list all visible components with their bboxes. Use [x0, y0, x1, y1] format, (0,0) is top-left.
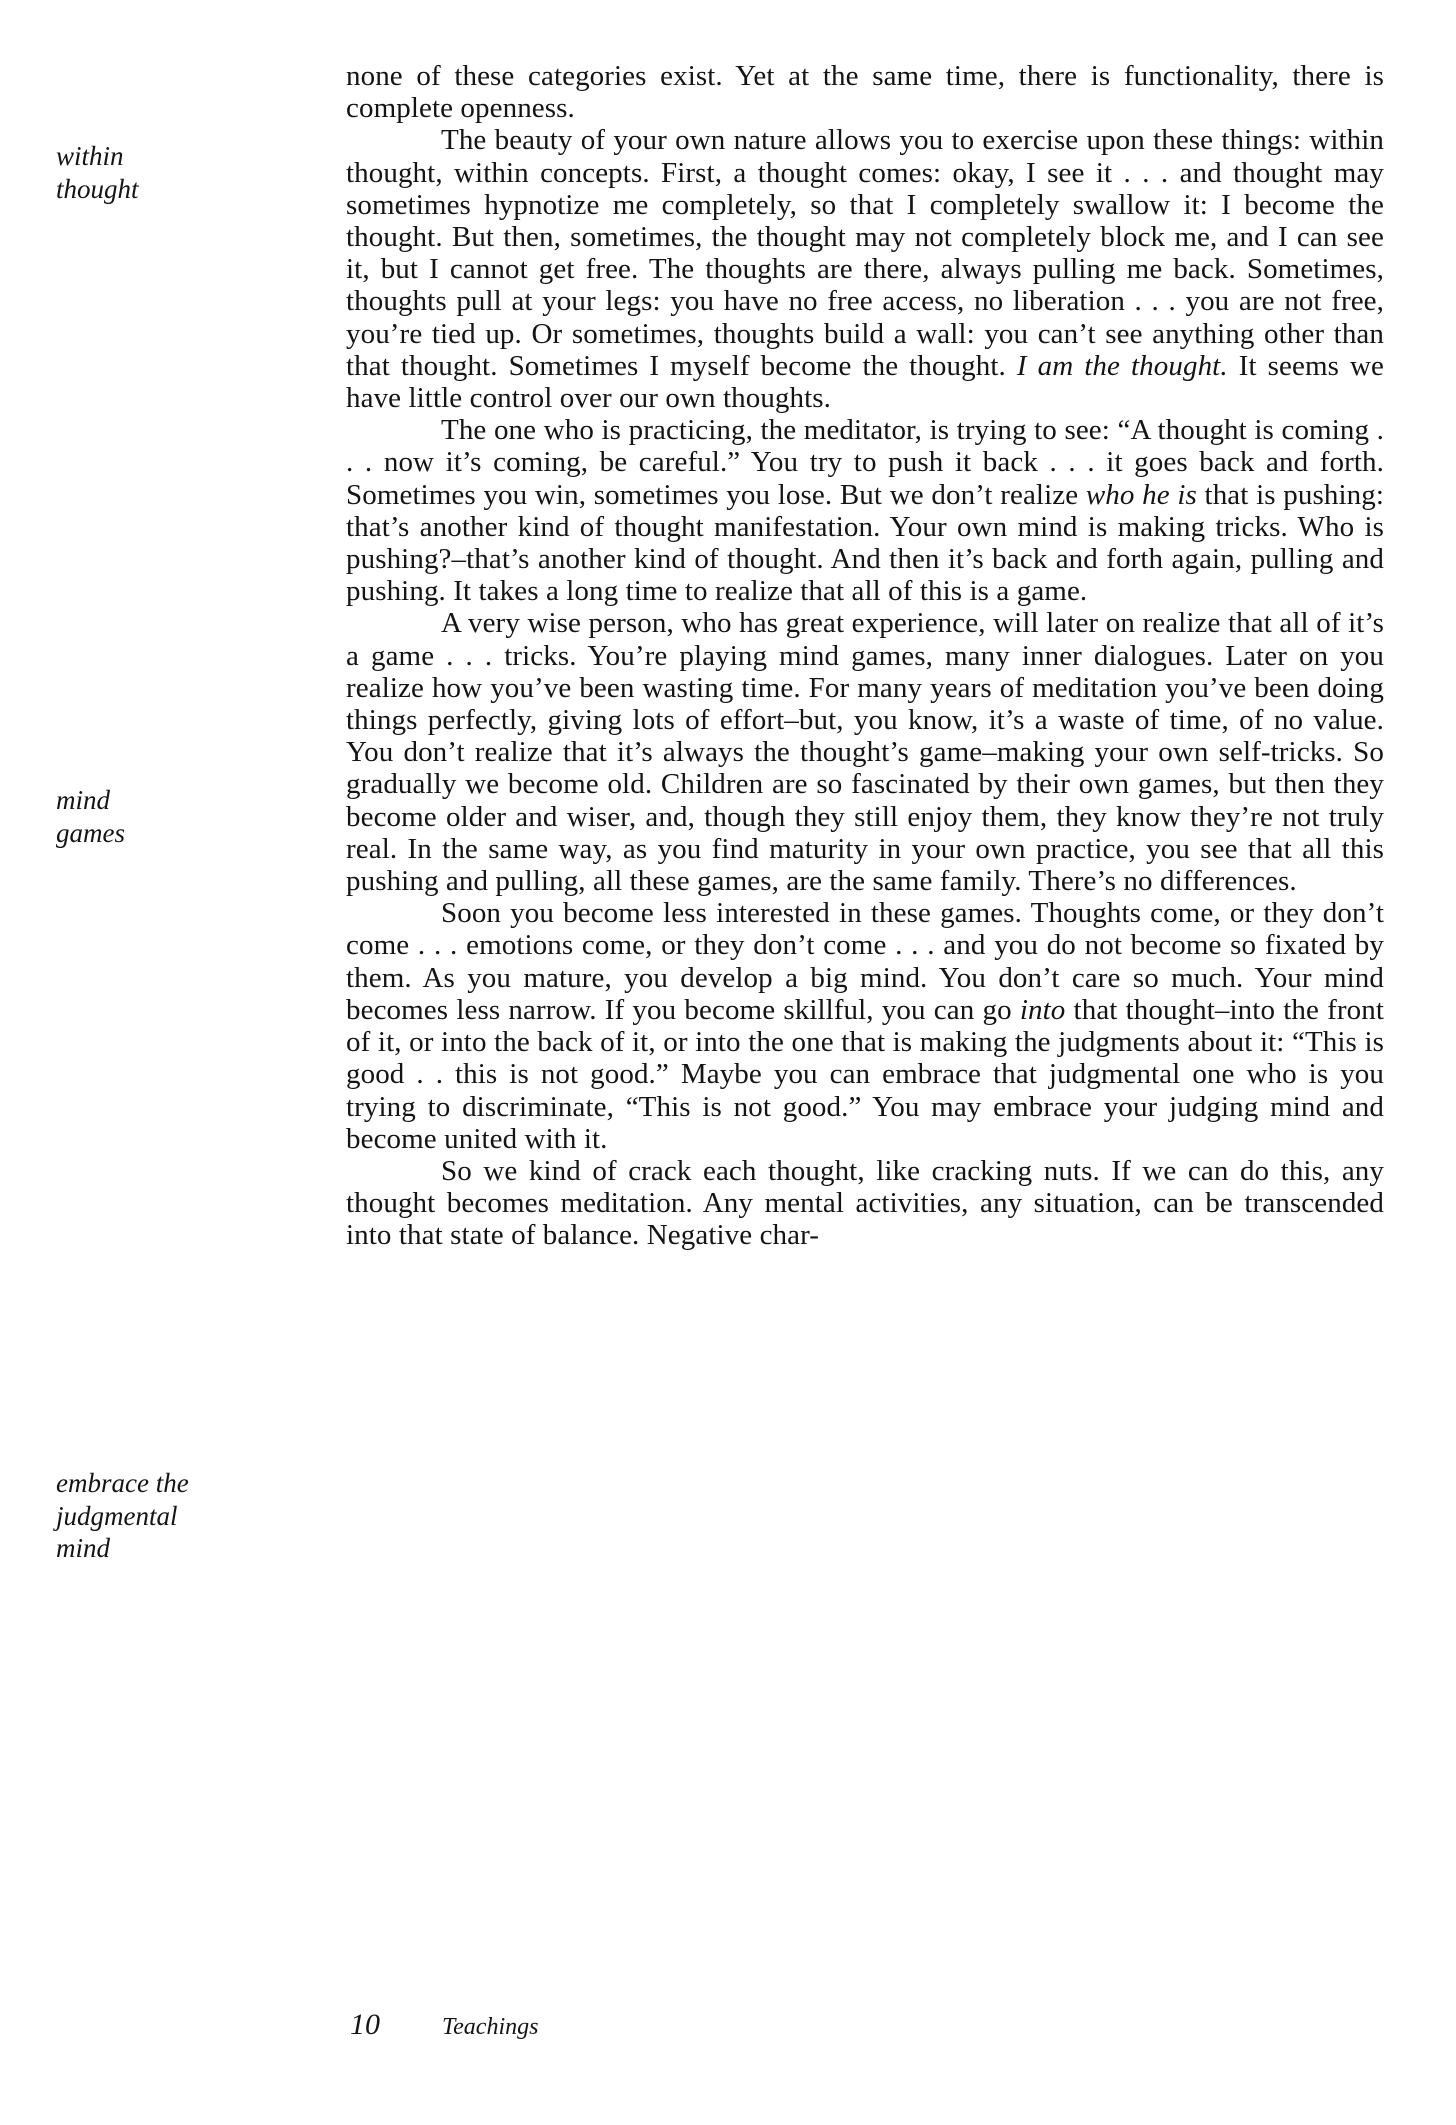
paragraph [346, 414, 1384, 607]
text-run: none of these categories exist. Yet at the same time, there is functionality, there is complete openness. [346, 60, 1384, 125]
emphasis-text: into [1019, 993, 1066, 1026]
margin-note-line: games [56, 817, 125, 848]
text-run: So we kind of crack each thought, like cracking nuts. If we can do this, any thought becomes meditation. Any mental activities, any situation, can be transcended into that state of balance. Negative char- [346, 1154, 1384, 1252]
margin-note-within-thought [56, 140, 266, 205]
paragraph-continued [346, 60, 1384, 124]
page-footer [350, 2008, 538, 2042]
margin-note-line: within [56, 141, 124, 171]
paragraph [346, 124, 1384, 414]
text-run: The one who is practicing, the meditator, is trying to see: “A thought is coming . . . now it’s coming, be careful.” You try to push it back . . . it goes back and forth. Sometimes you win, sometimes you lose. But we don’t realize [346, 414, 1384, 511]
margin-note-mind-games [56, 784, 266, 849]
text-run: The beauty of your own nature allows you to exercise upon these things: within thought, within concepts. First, a thought comes: okay, I see it . . . and thought may sometimes hypnotize me completely, so that I completely swallow it: I become the thought. But then, sometimes, the thought may not completely block me, and I can see it, but I cannot get free. The thoughts are there, always pulling me back. Sometimes, thoughts pull at your legs: you have no free access, no liberation . . . you are not free, you’re tied up. Or sometimes, thoughts build a wall: you can’t see anything other than that thought. Sometimes I myself become the thought. [346, 124, 1384, 382]
margin-note-embrace-judgmental-mind [56, 1467, 266, 1565]
margin-note-line: mind [56, 785, 110, 815]
margin-note-line: judgmental [56, 1500, 178, 1531]
margin-note-line: mind [56, 1533, 110, 1563]
text-run: Soon you become less interested in these games. Thoughts come, or they don’t come . . . emotions come, or they don’t come . . . and you do not become so fixated by them. As you mature, you develop a big mind. You don’t care so much. Your mind becomes less narrow. If you become skillful, you can go [346, 897, 1384, 1026]
paragraph [346, 897, 1384, 1155]
text-run: It seems we have little control over our own thoughts. [346, 349, 1385, 415]
margin-note-line: embrace the [56, 1468, 189, 1498]
running-title: Teachings [442, 2014, 539, 2040]
text-run: that thought–into the front of it, or into the back of it, or into the one that is making the judgments about it: “This is good . . this is not good.” Maybe you can embrace that judgmental one who is you trying to discriminate, “This is not good.” You may embrace your judging mind and become united with it. [346, 993, 1384, 1155]
paragraph [346, 1155, 1384, 1252]
text-run: A very wise person, who has great experience, will later on realize that all of it’s a game . . . tricks. You’re playing mind games, many inner dialogues. Later on you realize how you’ve been wasting time. For many years of meditation you’ve been doing things perfectly, giving lots of effort–but, you know, it’s a waste of time, of no value. You don’t realize that it’s always the thought’s game–making your own self-tricks. So gradually we become old. Children are so fascinated by their own games, but then they become older and wiser, and, though they still enjoy them, they know they’re not truly real. In the same way, as you find maturity in your own practice, you see that all this pushing and pulling, all these games, are the same family. There’s no differences. [346, 607, 1384, 898]
body-text [346, 60, 1384, 1252]
page-number: 10 [350, 2008, 380, 2041]
emphasis-text: who he is [1085, 478, 1197, 511]
margin-note-line: thought [56, 173, 139, 204]
text-run: that is pushing: that’s another kind of thought manifestation. Your own mind is making tricks. Who is pushing?–that’s another kind of thought. And then it’s back and forth again, pulling and pushing. It takes a long time to realize that all of this is a game. [346, 478, 1384, 608]
emphasis-text: I am the thought. [1016, 349, 1228, 382]
paragraph [346, 607, 1384, 897]
